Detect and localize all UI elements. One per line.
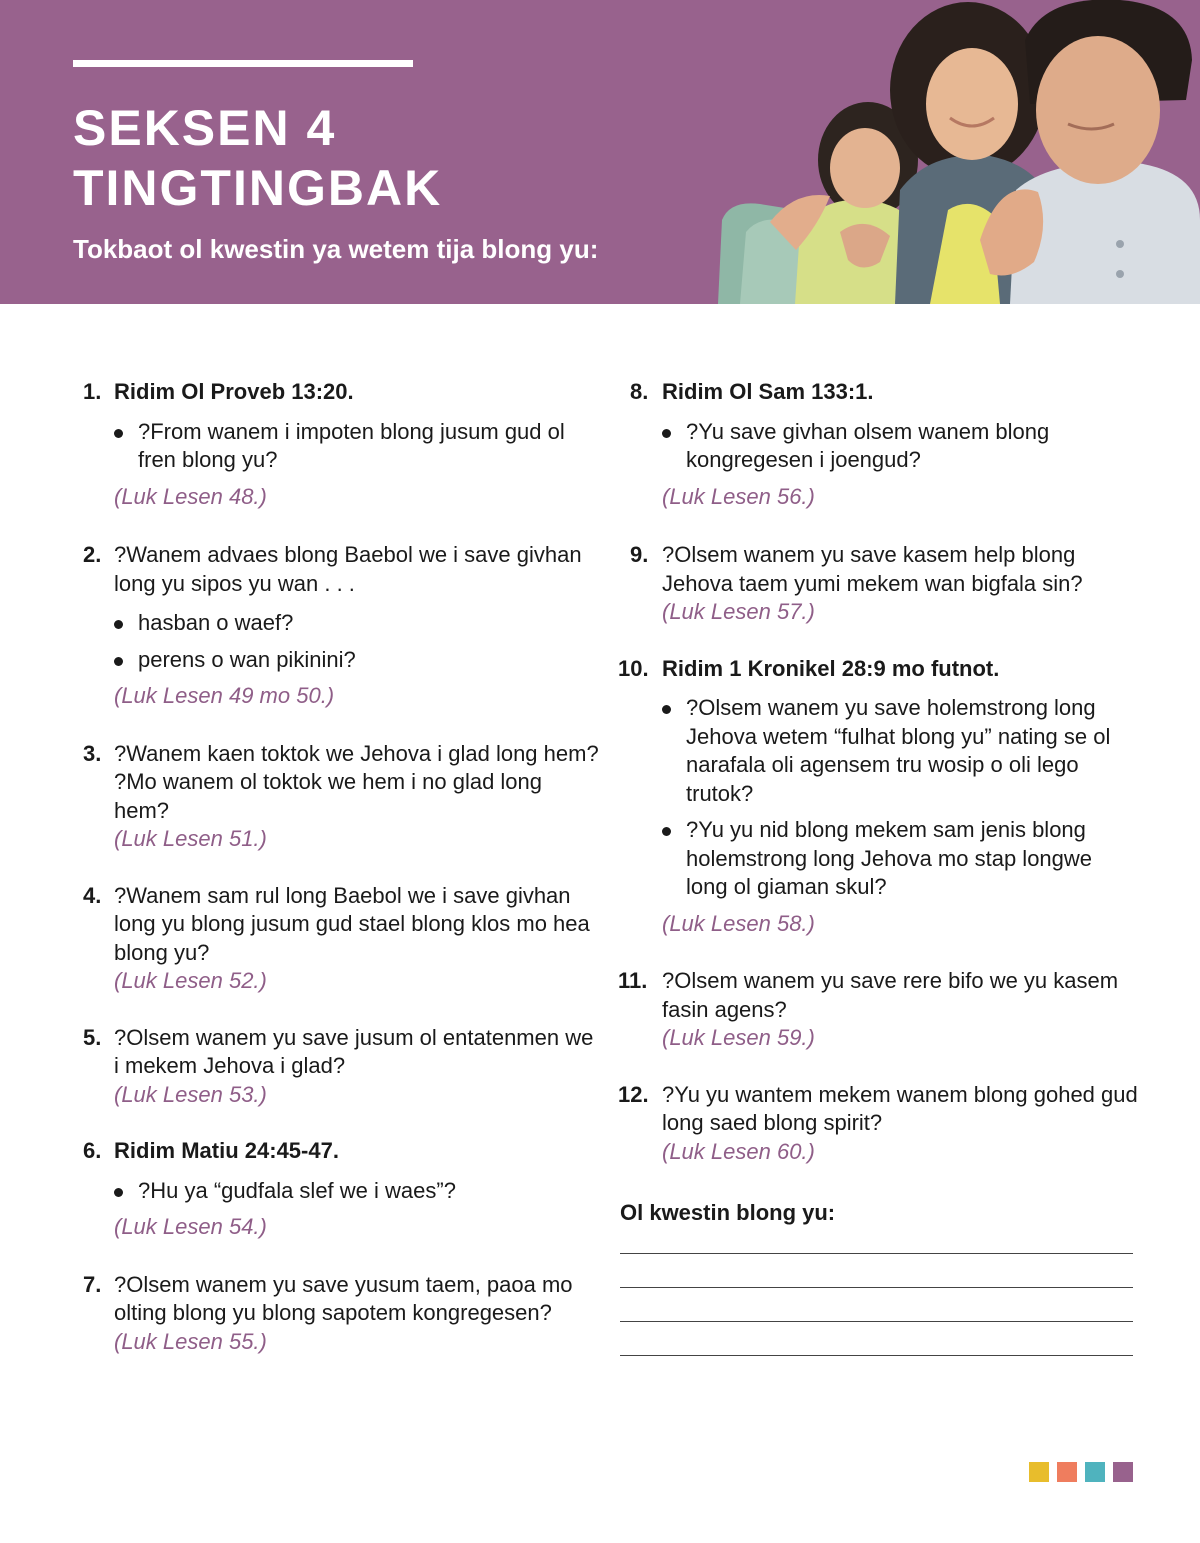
question-number: 2. xyxy=(83,542,102,567)
question-number: 6. xyxy=(83,1138,102,1163)
bullet-text: ?Hu ya “gudfala slef we i waes”? xyxy=(138,1177,456,1203)
bullet-list xyxy=(662,418,1138,475)
lesson-reference: (Luk Lesen 60.) xyxy=(662,1138,815,1164)
bullet-icon xyxy=(662,429,671,438)
bullet-icon xyxy=(114,620,123,629)
questions-right-column xyxy=(618,378,1138,1166)
question-number: 8. xyxy=(630,379,649,404)
title-line-1: SEKSEN 4 xyxy=(73,100,337,156)
question-number: 10. xyxy=(618,655,649,681)
question-number: 12. xyxy=(618,1081,649,1107)
bullet-item xyxy=(114,609,600,638)
header-rule xyxy=(73,60,413,67)
lesson-reference: (Luk Lesen 58.) xyxy=(662,910,815,936)
bullet-icon xyxy=(662,827,671,836)
swatch-yellow xyxy=(1029,1462,1049,1482)
bullet-text: perens o wan pikinini? xyxy=(138,646,356,672)
question-text: Ridim 1 Kronikel 28:9 mo futnot. xyxy=(662,655,1000,681)
family-praying-illustration xyxy=(700,0,1200,304)
bullet-item xyxy=(662,418,1138,475)
bullet-icon xyxy=(662,705,671,714)
question-11 xyxy=(618,967,1138,1053)
question-text: ?Wanem sam rul long Baebol we i save givhan long yu blong jusum gud stael blong klos mo hea blong yu? xyxy=(114,882,590,965)
question-5 xyxy=(80,1024,600,1110)
question-1 xyxy=(80,378,600,511)
bullet-text: ?Yu yu nid blong mekem sam jenis blong holemstrong long Jehova mo stap longwe long ol giaman skul? xyxy=(686,817,1093,899)
question-number: 1. xyxy=(83,379,102,404)
question-number: 3. xyxy=(83,740,102,766)
bullet-item xyxy=(662,816,1138,902)
bullet-text: ?Yu save givhan olsem wanem blong kongregesen i joengud? xyxy=(686,418,1050,472)
bullet-icon xyxy=(114,429,123,438)
lesson-reference: (Luk Lesen 57.) xyxy=(662,599,815,624)
question-12 xyxy=(618,1081,1138,1167)
swatch-teal xyxy=(1085,1462,1105,1482)
question-text: ?Olsem wanem yu save rere bifo we yu kasem fasin agens? xyxy=(662,968,1119,1022)
question-10 xyxy=(618,655,1138,939)
lesson-reference: (Luk Lesen 49 mo 50.) xyxy=(114,683,335,708)
question-7 xyxy=(80,1271,600,1357)
question-6 xyxy=(80,1137,600,1242)
lesson-reference: (Luk Lesen 56.) xyxy=(662,483,815,509)
bullet-item xyxy=(662,694,1138,808)
answer-line-4 xyxy=(620,1355,1133,1356)
section-header xyxy=(0,0,1200,304)
lesson-reference: (Luk Lesen 52.) xyxy=(114,968,267,993)
question-number: 7. xyxy=(83,1271,102,1297)
question-9 xyxy=(618,541,1138,627)
title-line-2: TINGTINGBAK xyxy=(73,160,443,216)
lesson-reference: (Luk Lesen 59.) xyxy=(662,1025,815,1050)
question-text: ?Olsem wanem yu save jusum ol entatenmen we i mekem Jehova i glad? xyxy=(114,1024,594,1078)
your-questions-label: Ol kwestin blong yu: xyxy=(620,1200,836,1225)
bullet-list xyxy=(114,609,600,674)
question-number: 9. xyxy=(630,542,649,567)
answer-line-2 xyxy=(620,1287,1133,1288)
bullet-list xyxy=(662,694,1138,902)
bullet-item xyxy=(114,1177,600,1206)
questions-left-column xyxy=(80,378,600,1356)
page-subtitle: Tokbaot ol kwestin ya wetem tija blong yu: xyxy=(73,234,599,264)
bullet-text: ?From wanem i impoten blong jusum gud ol fren blong yu? xyxy=(138,418,565,472)
question-text: Ridim Matiu 24:45-47. xyxy=(114,1138,339,1163)
lesson-reference: (Luk Lesen 54.) xyxy=(114,1214,267,1239)
question-2 xyxy=(80,541,600,711)
bullet-icon xyxy=(114,1188,123,1197)
question-text: ?Yu yu wantem mekem wanem blong gohed gud long saed blong spirit? xyxy=(662,1081,1138,1135)
question-number: 5. xyxy=(83,1024,102,1050)
question-text: ?Wanem kaen toktok we Jehova i glad long hem? ?Mo wanem ol toktok we hem i no glad long hem? xyxy=(114,740,599,823)
swatch-purple xyxy=(1113,1462,1133,1482)
lesson-reference: (Luk Lesen 48.) xyxy=(114,483,267,509)
bullet-item xyxy=(114,646,600,675)
lesson-reference: (Luk Lesen 55.) xyxy=(114,1328,267,1354)
question-4 xyxy=(80,882,600,996)
bullet-list xyxy=(114,1177,600,1206)
question-text: Ridim Ol Proveb 13:20. xyxy=(114,379,354,404)
lesson-reference: (Luk Lesen 51.) xyxy=(114,826,267,851)
question-text: Ridim Ol Sam 133:1. xyxy=(662,379,874,404)
bullet-list xyxy=(114,418,600,475)
bullet-text: ?Olsem wanem yu save holemstrong long Jehova wetem “fulhat blong yu” nating se ol narafala oli agensem tru wosip o oli lego trutok? xyxy=(686,695,1111,806)
bullet-icon xyxy=(114,657,123,666)
page-title xyxy=(73,98,442,218)
lesson-reference: (Luk Lesen 53.) xyxy=(114,1081,267,1107)
bullet-item xyxy=(114,418,600,475)
swatch-orange xyxy=(1057,1462,1077,1482)
question-text: ?Wanem advaes blong Baebol we i save givhan long yu sipos yu wan . . . xyxy=(114,542,582,596)
question-text: ?Olsem wanem yu save yusum taem, paoa mo olting blong yu blong sapotem kongregesen? xyxy=(114,1271,573,1325)
question-3 xyxy=(80,740,600,854)
question-text: ?Olsem wanem yu save kasem help blong Jehova taem yumi mekem wan bigfala sin? xyxy=(662,542,1083,596)
question-number: 11. xyxy=(618,968,648,993)
answer-line-3 xyxy=(620,1321,1133,1322)
answer-line-1 xyxy=(620,1253,1133,1254)
bullet-text: hasban o waef? xyxy=(138,610,294,635)
question-number: 4. xyxy=(83,882,102,908)
question-8 xyxy=(618,378,1138,511)
